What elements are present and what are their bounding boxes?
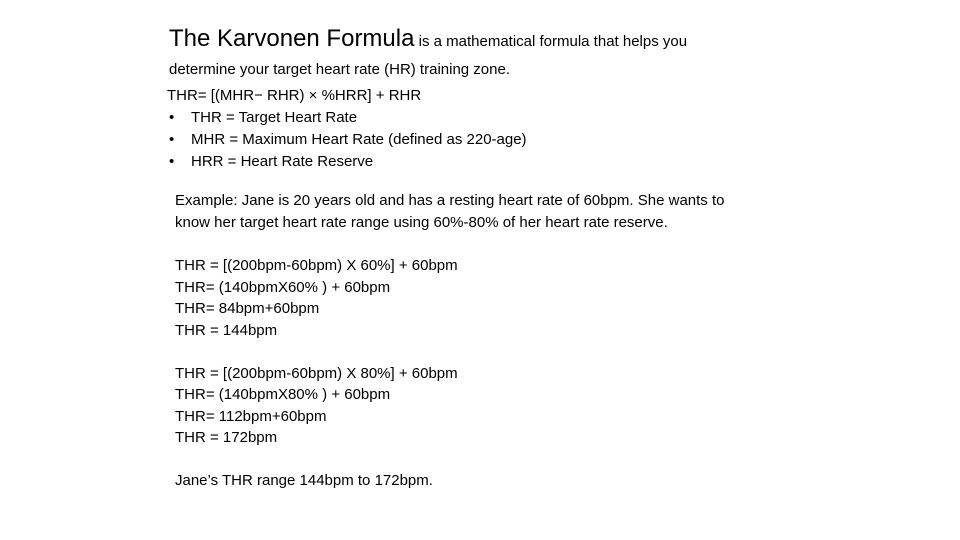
definition-item [167,107,807,129]
title-block [169,24,809,81]
example-line: Example: Jane is 20 years old and has a resting heart rate of 60bpm. She wants to [175,192,725,209]
example-line: know her target heart rate range using 60%-80% of her heart rate reserve. [175,213,668,231]
calc-80-line: THR= (140bpmX80% ) + 60bpm [175,386,391,403]
bullet-icon: • [169,153,175,170]
definition-text: MHR = Maximum Heart Rate (defined as 220-age) [191,131,527,148]
calc-80-result: THR = 172bpm [175,429,278,446]
definition-list [167,107,807,173]
formula-block [167,85,807,173]
bullet-icon: • [169,109,175,126]
definition-item [167,129,807,151]
definition-text: THR = Target Heart Rate [191,109,358,126]
title-main: The Karvonen Formula [169,25,415,52]
calc-60-result: THR = 144bpm [175,321,278,339]
calc-60-line: THR = [(200bpm-60bpm) X 60%] + 60bpm [175,257,458,274]
definition-item [167,151,807,173]
title-tail: is a mathematical formula that helps you [414,33,688,50]
bullet-icon: • [169,131,175,148]
formula-text: THR= [(MHR− RHR) × %HRR] + RHR [167,87,422,104]
calculation-block [175,255,815,492]
calc-60-line: THR= 84bpm+60bpm [175,300,320,317]
conclusion-text: Jane’s THR range 144bpm to 172bpm. [175,472,433,489]
definition-text: HRR = Heart Rate Reserve [191,153,374,170]
example-block [175,190,815,233]
title-line [169,24,809,57]
spacer [175,449,815,471]
calc-80-line: THR = [(200bpm-60bpm) X 80%] + 60bpm [175,364,458,382]
title-line-2: determine your target heart rate (HR) training zone. [169,61,510,78]
calc-60-line: THR= (140bpmX60% ) + 60bpm [175,278,391,296]
calc-80-line: THR= 112bpm+60bpm [175,407,327,425]
spacer [175,341,815,363]
